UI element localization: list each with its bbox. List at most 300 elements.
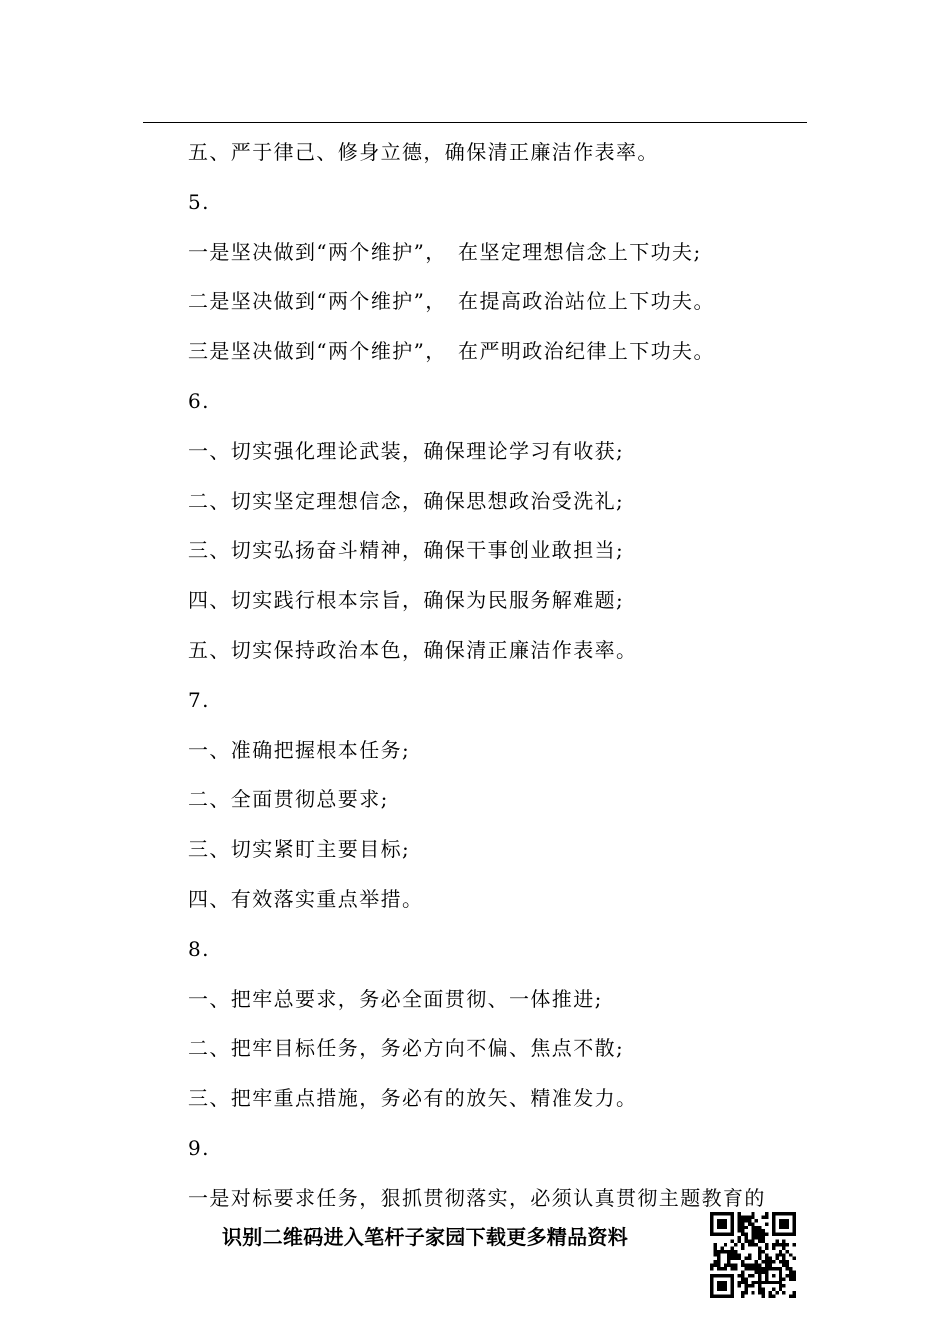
qr-module — [779, 1281, 782, 1284]
qr-module — [720, 1250, 723, 1253]
qr-module — [758, 1246, 761, 1249]
qr-module — [744, 1277, 747, 1280]
qr-module — [765, 1246, 768, 1249]
qr-module — [738, 1226, 741, 1229]
text-line: 二、把牢目标任务，务必方向不偏、焦点不散; — [188, 1036, 625, 1061]
qr-module — [717, 1233, 720, 1236]
qr-module — [775, 1267, 778, 1270]
qr-module — [713, 1260, 716, 1263]
qr-module — [772, 1295, 775, 1298]
qr-module — [731, 1295, 734, 1298]
qr-module — [765, 1277, 768, 1280]
qr-module — [751, 1267, 754, 1270]
qr-module — [775, 1281, 778, 1284]
qr-module — [713, 1233, 716, 1236]
qr-module — [782, 1246, 785, 1249]
qr-module — [793, 1274, 796, 1277]
qr-module — [731, 1226, 734, 1229]
qr-module — [710, 1277, 713, 1280]
qr-module — [751, 1229, 754, 1232]
qr-module — [748, 1240, 751, 1243]
qr-module — [758, 1226, 761, 1229]
qr-module — [717, 1226, 720, 1229]
document-body — [188, 134, 818, 1230]
qr-module — [717, 1222, 720, 1225]
qr-module — [779, 1253, 782, 1256]
qr-module — [775, 1253, 778, 1256]
qr-module — [727, 1257, 730, 1260]
qr-module — [751, 1243, 754, 1246]
qr-module — [748, 1243, 751, 1246]
qr-module — [720, 1267, 723, 1270]
qr-module — [793, 1257, 796, 1260]
qr-module — [779, 1277, 782, 1280]
qr-module — [765, 1267, 768, 1270]
qr-module — [720, 1281, 723, 1284]
qr-module — [748, 1267, 751, 1270]
qr-module — [738, 1274, 741, 1277]
qr-module — [772, 1267, 775, 1270]
qr-module — [782, 1257, 785, 1260]
text-line: 三、切实弘扬奋斗精神，确保干事创业敢担当; — [188, 538, 625, 563]
qr-module — [720, 1288, 723, 1291]
qr-module — [731, 1288, 734, 1291]
qr-module — [768, 1260, 771, 1263]
qr-module — [786, 1250, 789, 1253]
qr-module — [720, 1274, 723, 1277]
text-line: 五、严于律己、修身立德，确保清正廉洁作表率。 — [188, 140, 659, 164]
qr-module — [772, 1260, 775, 1263]
qr-module — [779, 1222, 782, 1225]
qr-module — [741, 1246, 744, 1249]
qr-module — [768, 1264, 771, 1267]
qr-module — [731, 1291, 734, 1294]
qr-module — [793, 1270, 796, 1273]
qr-module — [793, 1219, 796, 1222]
qr-module — [741, 1219, 744, 1222]
qr-module — [724, 1219, 727, 1222]
qr-module — [782, 1226, 785, 1229]
qr-module — [741, 1226, 744, 1229]
qr-module — [779, 1260, 782, 1263]
qr-module — [741, 1215, 744, 1218]
qr-module — [744, 1267, 747, 1270]
qr-module — [724, 1284, 727, 1287]
qr-module — [758, 1264, 761, 1267]
qr-module — [762, 1267, 765, 1270]
text-line: 二、全面贯彻总要求; — [188, 787, 389, 812]
qr-module — [731, 1240, 734, 1243]
text-line: 一是坚决做到“两个维护”， 在坚定理想信念上下功夫; — [188, 239, 702, 264]
qr-module — [751, 1281, 754, 1284]
qr-module — [751, 1233, 754, 1236]
qr-module — [782, 1219, 785, 1222]
qr-module — [738, 1236, 741, 1239]
footer-promo-text: 识别二维码进入笔杆子家园下载更多精品资料 — [222, 1225, 628, 1249]
text-line: 五、切实保持政治本色，确保清正廉洁作表率。 — [188, 637, 638, 662]
qr-module — [720, 1233, 723, 1236]
qr-module — [717, 1295, 720, 1298]
qr-module — [768, 1257, 771, 1260]
qr-module — [710, 1233, 713, 1236]
qr-module — [755, 1236, 758, 1239]
qr-module — [731, 1229, 734, 1232]
qr-module — [731, 1215, 734, 1218]
qr-module — [748, 1264, 751, 1267]
qr-module — [724, 1264, 727, 1267]
qr-module — [744, 1233, 747, 1236]
qr-module — [758, 1291, 761, 1294]
qr-module — [748, 1257, 751, 1260]
qr-module — [775, 1212, 778, 1215]
qr-module — [717, 1253, 720, 1256]
header-rule — [143, 122, 807, 123]
qr-module — [717, 1257, 720, 1260]
qr-module — [762, 1236, 765, 1239]
qr-module — [748, 1222, 751, 1225]
qr-module — [782, 1284, 785, 1287]
qr-module — [710, 1281, 713, 1284]
qr-module — [727, 1233, 730, 1236]
qr-module — [720, 1226, 723, 1229]
qr-module — [786, 1226, 789, 1229]
qr-module — [713, 1274, 716, 1277]
qr-module — [727, 1274, 730, 1277]
qr-module — [758, 1240, 761, 1243]
qr-module — [768, 1281, 771, 1284]
qr-module — [765, 1270, 768, 1273]
qr-module — [724, 1233, 727, 1236]
text-line: 一是对标要求任务，狠抓贯彻落实，必须认真贯彻主题教育的 — [188, 1185, 766, 1210]
qr-module — [772, 1233, 775, 1236]
qr-module — [727, 1253, 730, 1256]
text-line: 四、有效落实重点举措。 — [188, 886, 424, 911]
qr-module — [793, 1295, 796, 1298]
qr-module — [789, 1270, 792, 1273]
qr-module — [786, 1212, 789, 1215]
qr-module — [758, 1229, 761, 1232]
qr-module — [741, 1277, 744, 1280]
qr-module — [765, 1260, 768, 1263]
qr-module — [738, 1240, 741, 1243]
qr-module — [772, 1281, 775, 1284]
qr-module — [779, 1270, 782, 1273]
qr-module — [782, 1212, 785, 1215]
qr-module — [772, 1226, 775, 1229]
qr-module — [724, 1222, 727, 1225]
qr-module — [772, 1219, 775, 1222]
text-line: 一、准确把握根本任务; — [188, 737, 411, 762]
qr-module — [758, 1253, 761, 1256]
qr-module — [765, 1222, 768, 1225]
qr-module — [710, 1264, 713, 1267]
qr-module — [758, 1284, 761, 1287]
qr-module — [751, 1212, 754, 1215]
qr-module — [779, 1233, 782, 1236]
qr-module — [720, 1295, 723, 1298]
qr-module — [731, 1277, 734, 1280]
qr-module — [789, 1277, 792, 1280]
qr-module — [720, 1284, 723, 1287]
qr-module — [731, 1284, 734, 1287]
qr-module — [731, 1281, 734, 1284]
qr-module — [765, 1253, 768, 1256]
qr-module — [731, 1257, 734, 1260]
qr-module — [789, 1295, 792, 1298]
qr-module — [793, 1222, 796, 1225]
qr-module — [717, 1288, 720, 1291]
qr-module — [758, 1288, 761, 1291]
qr-module — [762, 1233, 765, 1236]
qr-module — [751, 1284, 754, 1287]
qr-module — [772, 1215, 775, 1218]
qr-module — [710, 1215, 713, 1218]
qr-module — [786, 1264, 789, 1267]
qr-module — [731, 1250, 734, 1253]
qr-module — [741, 1295, 744, 1298]
qr-module — [741, 1233, 744, 1236]
qr-module — [727, 1295, 730, 1298]
qr-module — [775, 1240, 778, 1243]
qr-module — [755, 1270, 758, 1273]
qr-module — [734, 1267, 737, 1270]
qr-module — [782, 1291, 785, 1294]
qr-module — [710, 1267, 713, 1270]
qr-module — [786, 1274, 789, 1277]
qr-module — [744, 1291, 747, 1294]
qr-module — [727, 1212, 730, 1215]
qr-module — [741, 1229, 744, 1232]
qr-module — [762, 1229, 765, 1232]
qr-module — [713, 1253, 716, 1256]
qr-module — [744, 1240, 747, 1243]
qr-module — [758, 1281, 761, 1284]
qr-module — [710, 1288, 713, 1291]
qr-module — [720, 1222, 723, 1225]
qr-module — [782, 1264, 785, 1267]
qr-module — [717, 1284, 720, 1287]
qr-module — [724, 1267, 727, 1270]
qr-module — [741, 1291, 744, 1294]
qr-module — [772, 1229, 775, 1232]
qr-module — [762, 1295, 765, 1298]
qr-module — [789, 1212, 792, 1215]
qr-module — [713, 1295, 716, 1298]
qr-module — [741, 1222, 744, 1225]
qr-module — [724, 1243, 727, 1246]
qr-module — [717, 1267, 720, 1270]
qr-module — [779, 1243, 782, 1246]
qr-module — [738, 1257, 741, 1260]
qr-module — [786, 1260, 789, 1263]
qr-module — [738, 1284, 741, 1287]
qr-module — [772, 1243, 775, 1246]
section-number: 5. — [188, 189, 210, 214]
qr-module — [710, 1222, 713, 1225]
qr-module — [782, 1222, 785, 1225]
qr-module — [751, 1236, 754, 1239]
qr-module — [768, 1295, 771, 1298]
qr-module — [751, 1215, 754, 1218]
qr-module — [768, 1291, 771, 1294]
qr-module — [786, 1222, 789, 1225]
qr-module — [731, 1219, 734, 1222]
qr-module — [779, 1219, 782, 1222]
qr-module — [748, 1284, 751, 1287]
qr-module — [710, 1212, 713, 1215]
qr-module — [731, 1212, 734, 1215]
qr-module — [765, 1257, 768, 1260]
qr-module — [775, 1291, 778, 1294]
qr-module — [772, 1222, 775, 1225]
qr-module — [762, 1291, 765, 1294]
qr-module — [744, 1236, 747, 1239]
qr-module — [734, 1257, 737, 1260]
qr-module — [758, 1250, 761, 1253]
qr-module — [744, 1215, 747, 1218]
qr-module — [720, 1219, 723, 1222]
qr-module — [793, 1291, 796, 1294]
section-number: 6. — [188, 388, 210, 413]
qr-module — [782, 1240, 785, 1243]
qr-module — [734, 1250, 737, 1253]
qr-module — [779, 1212, 782, 1215]
qr-module — [720, 1212, 723, 1215]
qr-module — [748, 1274, 751, 1277]
qr-module — [772, 1246, 775, 1249]
qr-module — [741, 1264, 744, 1267]
section-number: 9. — [188, 1135, 210, 1160]
qr-module — [717, 1264, 720, 1267]
qr-module — [793, 1277, 796, 1280]
qr-module — [779, 1288, 782, 1291]
qr-module — [744, 1219, 747, 1222]
qr-module — [779, 1274, 782, 1277]
qr-module — [793, 1215, 796, 1218]
qr-module — [717, 1281, 720, 1284]
qr-module — [762, 1281, 765, 1284]
qr-module — [738, 1222, 741, 1225]
qr-module — [793, 1233, 796, 1236]
qr-module — [734, 1253, 737, 1256]
qr-module — [731, 1264, 734, 1267]
qr-module — [713, 1250, 716, 1253]
qr-module — [734, 1243, 737, 1246]
qr-module — [779, 1226, 782, 1229]
qr-module — [779, 1267, 782, 1270]
qr-code-icon[interactable] — [710, 1212, 796, 1298]
qr-module — [744, 1284, 747, 1287]
qr-module — [779, 1284, 782, 1287]
qr-module — [782, 1260, 785, 1263]
text-line: 二、切实坚定理想信念，确保思想政治受洗礼; — [188, 488, 625, 513]
qr-module — [724, 1288, 727, 1291]
qr-module — [765, 1212, 768, 1215]
qr-module — [738, 1229, 741, 1232]
qr-module — [772, 1274, 775, 1277]
qr-module — [720, 1246, 723, 1249]
qr-module — [782, 1253, 785, 1256]
qr-module — [713, 1243, 716, 1246]
qr-module — [741, 1243, 744, 1246]
qr-module — [717, 1219, 720, 1222]
qr-module — [741, 1270, 744, 1273]
qr-module — [717, 1260, 720, 1263]
qr-module — [765, 1233, 768, 1236]
qr-module — [793, 1212, 796, 1215]
qr-module — [765, 1243, 768, 1246]
qr-module — [734, 1264, 737, 1267]
qr-module — [713, 1246, 716, 1249]
qr-module — [762, 1270, 765, 1273]
qr-module — [710, 1291, 713, 1294]
qr-module — [731, 1246, 734, 1249]
section-number: 8. — [188, 936, 210, 961]
qr-module — [744, 1264, 747, 1267]
qr-module — [710, 1219, 713, 1222]
qr-module — [789, 1267, 792, 1270]
qr-module — [738, 1212, 741, 1215]
qr-module — [789, 1233, 792, 1236]
qr-module — [738, 1219, 741, 1222]
qr-module — [738, 1253, 741, 1256]
qr-module — [731, 1222, 734, 1225]
qr-module — [768, 1267, 771, 1270]
qr-module — [744, 1226, 747, 1229]
qr-module — [758, 1270, 761, 1273]
qr-module — [765, 1264, 768, 1267]
qr-module — [710, 1229, 713, 1232]
qr-module — [717, 1212, 720, 1215]
qr-module — [727, 1264, 730, 1267]
qr-module — [751, 1264, 754, 1267]
qr-module — [751, 1226, 754, 1229]
text-line: 一、把牢总要求，务必全面贯彻、一体推进; — [188, 986, 603, 1011]
text-line: 三、把牢重点措施，务必有的放矢、精准发力。 — [188, 1086, 638, 1111]
qr-module — [744, 1281, 747, 1284]
qr-module — [731, 1274, 734, 1277]
qr-module — [758, 1274, 761, 1277]
qr-module — [751, 1291, 754, 1294]
qr-module — [762, 1215, 765, 1218]
qr-module — [786, 1243, 789, 1246]
qr-module — [724, 1226, 727, 1229]
qr-module — [762, 1250, 765, 1253]
qr-module — [758, 1267, 761, 1270]
qr-module — [786, 1233, 789, 1236]
text-line: 三、切实紧盯主要目标; — [188, 837, 411, 862]
qr-module — [786, 1267, 789, 1270]
qr-module — [775, 1233, 778, 1236]
text-line: 一、切实强化理论武装，确保理论学习有收获; — [188, 438, 625, 463]
qr-module — [724, 1281, 727, 1284]
qr-module — [744, 1288, 747, 1291]
qr-module — [782, 1277, 785, 1280]
qr-module — [731, 1233, 734, 1236]
qr-module — [717, 1274, 720, 1277]
qr-module — [765, 1281, 768, 1284]
qr-module — [755, 1267, 758, 1270]
qr-module — [751, 1240, 754, 1243]
qr-module — [748, 1219, 751, 1222]
qr-module — [755, 1260, 758, 1263]
qr-module — [738, 1215, 741, 1218]
qr-module — [755, 1243, 758, 1246]
qr-module — [758, 1233, 761, 1236]
qr-module — [748, 1253, 751, 1256]
qr-module — [717, 1250, 720, 1253]
qr-module — [751, 1222, 754, 1225]
